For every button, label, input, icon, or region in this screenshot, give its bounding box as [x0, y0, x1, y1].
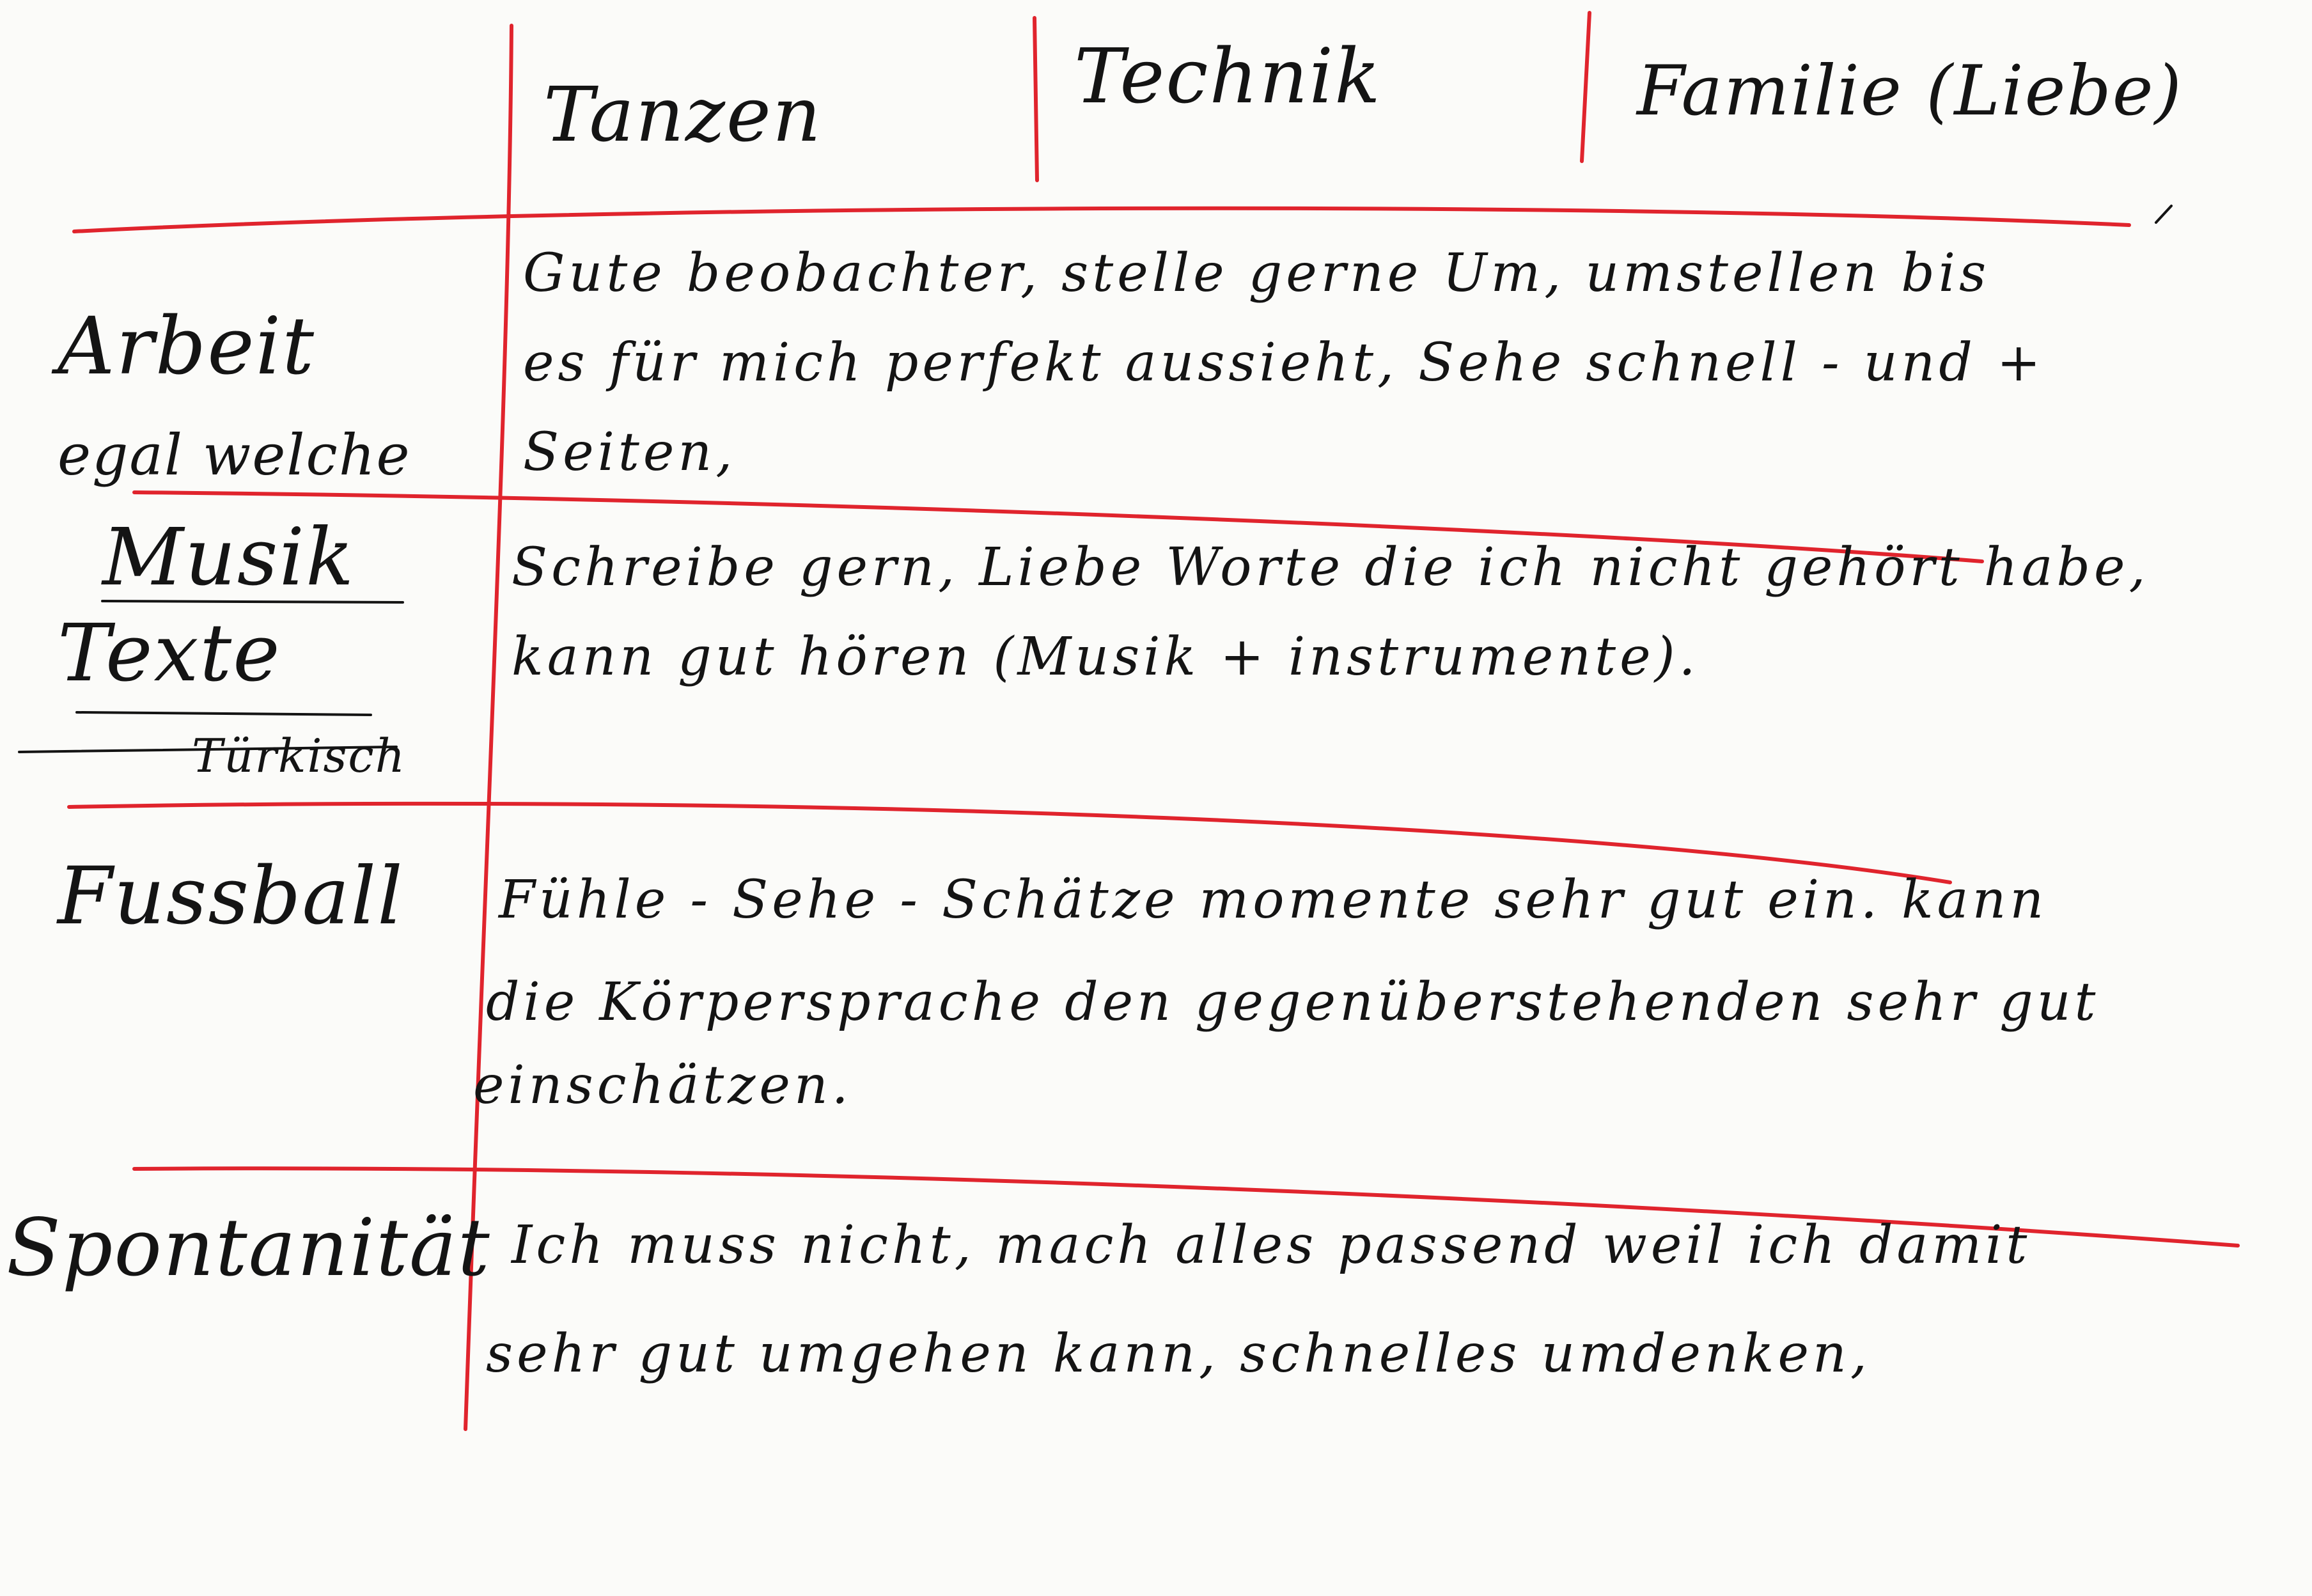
- row3-line-3: einschätzen.: [473, 1055, 852, 1116]
- row2-line-2: kann gut hören (Musik + instrumente).: [512, 627, 1699, 687]
- label-arbeit: Arbeit: [58, 301, 316, 393]
- row4-line-1: Ich muss nicht, mach alles passend weil ich damit: [512, 1215, 2031, 1276]
- row3-line-1: Fühle - Sehe - Schätze momente sehr gut ein. kann: [499, 870, 2048, 930]
- row-line-1: [74, 208, 2129, 231]
- header-divider-1: [1035, 18, 1037, 180]
- tick-mark: [2156, 206, 2171, 223]
- header-tanzen: Tanzen: [543, 70, 822, 159]
- label-fussball: Fussball: [58, 850, 404, 943]
- row1-line-3: Seiten,: [523, 422, 737, 483]
- row4-line-2: sehr gut umgehen kann, schnelles umdenken,: [486, 1324, 1871, 1384]
- header-technik: Technik: [1074, 32, 1382, 120]
- row1-line-1: Gute beobachter, stelle gerne Um, umstellen bis: [523, 243, 1990, 304]
- row1-line-2: es für mich perfekt aussieht, Sehe schnell - und +: [523, 332, 2045, 393]
- label-musik: Musik: [102, 512, 355, 604]
- row2-line-1: Schreibe gern, Liebe Worte die ich nicht gehört habe,: [512, 537, 2150, 598]
- header-divider-2: [1582, 13, 1590, 161]
- row3-line-2: die Körpersprache den gegenüberstehenden sehr gut: [486, 972, 2100, 1033]
- underline-texte: [77, 712, 371, 715]
- sublabel-tuerkisch: Türkisch: [192, 729, 407, 783]
- label-spontanitaet: Spontanität: [6, 1202, 491, 1294]
- sublabel-egal-welche: egal welche: [58, 422, 411, 488]
- label-texte: Texte: [58, 607, 281, 700]
- header-familie: Familie (Liebe): [1637, 51, 2183, 131]
